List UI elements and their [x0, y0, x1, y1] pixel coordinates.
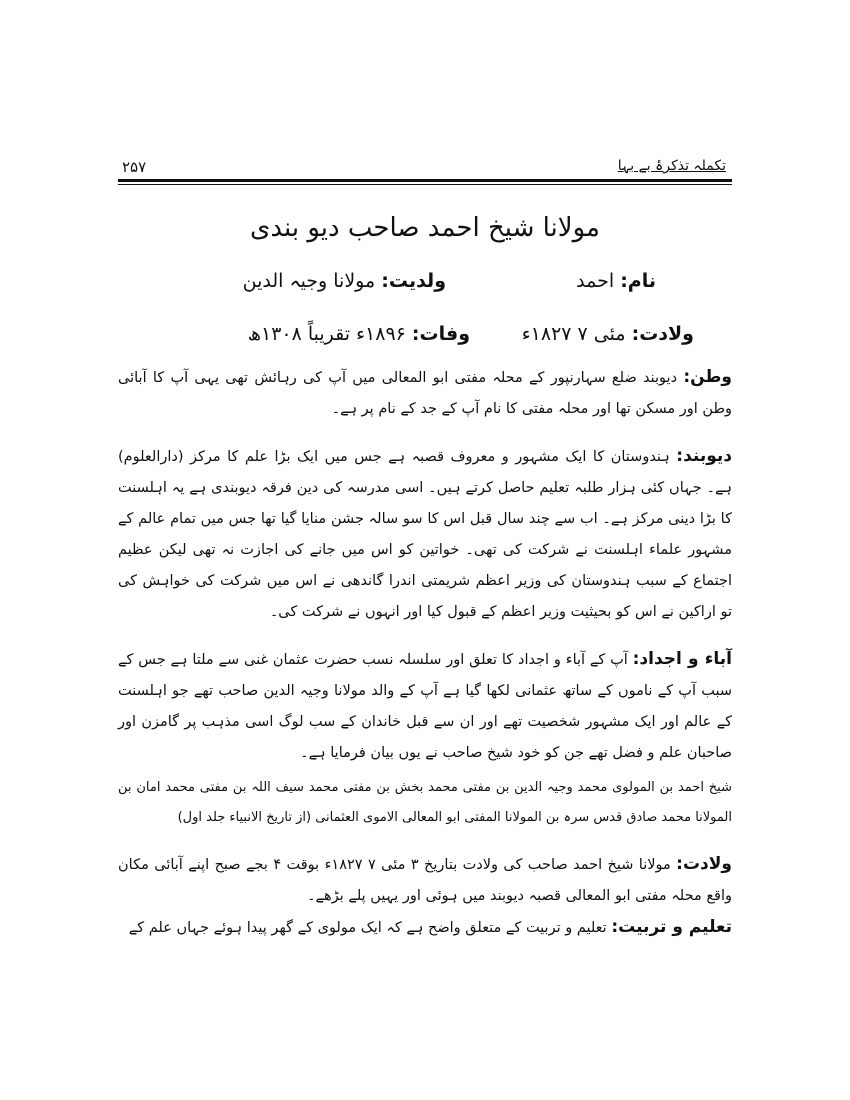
death-label: وفات: — [411, 323, 470, 345]
section-ancestors — [118, 644, 732, 769]
lineage-label: ولدیت: — [381, 270, 446, 292]
section-education — [118, 912, 732, 944]
death-field — [248, 323, 470, 345]
ancestors-heading: آباء و اجداد: — [632, 649, 733, 669]
lineage-value: مولانا وجیہ الدین — [242, 270, 376, 292]
ancestors-text: آپ کے آباء و اجداد کا تعلق اور سلسلہ نسب حضرت عثمان غنی سے ملتا ہے جس کے سبب آپ کے ناموں کے ساتھ عثمانی لکھا گیا ہے آپ کے والد مولانا وجیہ الدین صاحب تھے جو اہلسنت کے عالم اور ایک مشہور شخصیت تھے اور ان سے قبل خاندان کے سب لوگ اسی مذہب پر گامزن اور صاحبان علم و فضل تھے جن کو خود شیخ صاحب نے یوں بیان فرمایا ہے۔ — [118, 652, 732, 761]
birth-text: مولانا شیخ احمد صاحب کی ولادت بتاریخ ۳ مئی ۷ ۱۸۲۷ء بوقت ۴ بجے صبح اپنے آبائی مکان واقع محلہ مفتی ابو المعالی قصبہ دیوبند میں ہوئی اور یہیں پلے بڑھے۔ — [118, 857, 732, 904]
header-rule-thin — [118, 184, 732, 185]
watan-text: دیوبند ضلع سہارنپور کے محلہ مفتی ابو المعالی میں آپ کی رہائش تھی یہی آپ کا آبائی وطن اور مسکن تھا اور محلہ مفتی کا نام آپ کے جد کے نام پر ہے۔ — [118, 370, 732, 417]
birth-label: ولادت: — [631, 323, 694, 345]
section-watan — [118, 362, 732, 425]
birth-value: مئی ۷ ۱۸۲۷ء — [521, 323, 626, 345]
education-text: تعلیم و تربیت کے متعلق واضح ہے کہ ایک مولوی کے گھر پیدا ہوئے جہاں علم کے — [128, 920, 607, 936]
name-value: احمد — [576, 270, 615, 292]
birth-field — [522, 323, 694, 345]
running-head: تکملہ تذکرۂ بے بہا — [617, 158, 726, 174]
section-deoband — [118, 441, 732, 628]
watan-heading: وطن: — [683, 367, 732, 387]
death-value: ۱۸۹۶ء تقریباً ۱۳۰۸ھ — [247, 323, 406, 345]
document-body — [118, 362, 732, 944]
lineage-quote: شیخ احمد بن المولوی محمد وجیہ الدین بن مفتی محمد بخش بن مفتی محمد سیف اللہ بن مفتی محمد امان بن المولانا محمد صادق قدس سرہ بن المولانا المفتی ابو المعالی الاموی العثمانی (از تاریخ الانبیاء جلد اول) — [118, 780, 732, 825]
section-birth — [118, 849, 732, 912]
name-field — [576, 270, 656, 292]
birth-heading: ولادت: — [676, 854, 733, 874]
name-label: نام: — [620, 270, 656, 292]
header-rule-thick — [118, 179, 732, 182]
page-title: مولانا شیخ احمد صاحب دیو بندی — [250, 213, 600, 243]
deoband-heading: دیوبند: — [676, 446, 733, 466]
education-heading: تعلیم و تربیت: — [611, 917, 732, 937]
page-number: ۲۵۷ — [122, 158, 147, 176]
lineage-field — [243, 270, 446, 292]
deoband-text: ہندوستان کا ایک مشہور و معروف قصبہ ہے جس میں ایک بڑا علم کا مرکز (دارالعلوم) ہے۔ جہاں کئی ہزار طلبہ تعلیم حاصل کرتے ہیں۔ اسی مدرسہ کی دین فرقہ دیوبندی ہے یہ اہلسنت کا بڑا دینی مرکز ہے۔ اب سے چند سال قبل اس کا سو سالہ جشن منایا گیا تھا جس میں تمام عالم کے مشہور علماء اہلسنت نے شرکت کی تھی۔ خواتین کو اس میں جانے کی اجازت نہ تھی لیکن عظیم اجتماع کے سبب ہندوستان کی وزیر اعظم شریمتی اندرا گاندھی نے اس میں شرکت کی خواہش کی تو اراکین نے اس کو بحیثیت وزیر اعظم کے قبول کیا اور انہوں نے شرکت کی۔ — [118, 449, 732, 620]
